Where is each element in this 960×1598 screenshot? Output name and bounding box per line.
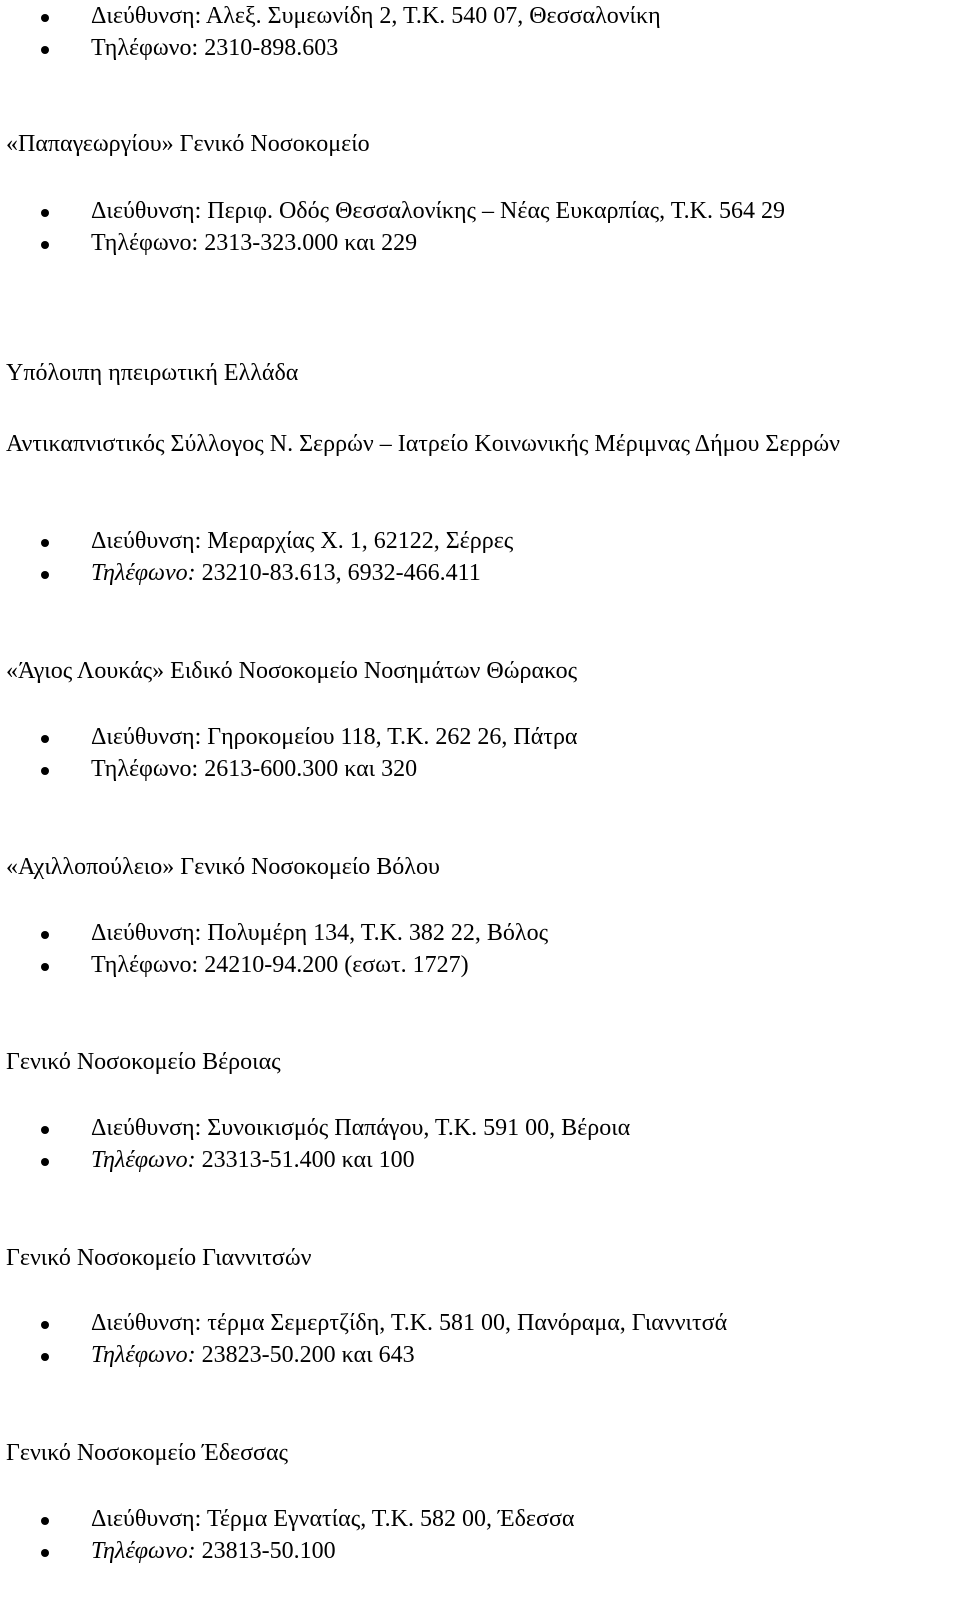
address-item <box>91 917 548 949</box>
phone-value: 23313-51.400 και 100 <box>195 1147 415 1173</box>
phone-value: 23813-50.100 <box>195 1538 336 1564</box>
phone-item <box>91 1144 415 1176</box>
address-value: Μεραρχίας Χ. 1, 62122, Σέρρες <box>201 528 514 554</box>
address-item <box>91 0 661 32</box>
phone-label: Τηλέφωνο: <box>91 560 196 586</box>
phone-item <box>91 949 469 981</box>
phone-value: 2313-323.000 και 229 <box>198 230 418 256</box>
hospital-heading: Αντικαπνιστικός Σύλλογος Ν. Σερρών – Ιατρείο Κοινωνικής Μέριμνας Δήμου Σερρών <box>6 431 841 457</box>
address-label: Διεύθυνση: <box>91 528 202 554</box>
phone-value: 24210-94.200 (εσωτ. 1727) <box>198 952 469 978</box>
phone-label: Τηλέφωνο: <box>91 756 199 782</box>
phone-item <box>91 32 338 64</box>
address-label: Διεύθυνση: <box>91 1115 202 1141</box>
region-heading: Υπόλοιπη ηπειρωτική Ελλάδα <box>6 360 299 386</box>
address-value: Τέρμα Εγνατίας, Τ.Κ. 582 00, Έδεσσα <box>201 1506 575 1532</box>
phone-item <box>91 1339 415 1371</box>
phone-item <box>91 753 417 785</box>
address-value: Συνοικισμός Παπάγου, Τ.Κ. 591 00, Βέροια <box>201 1115 631 1141</box>
hospital-heading: Γενικό Νοσοκομείο Γιαννιτσών <box>6 1245 312 1271</box>
address-value: Περιφ. Οδός Θεσσαλονίκης – Νέας Ευκαρπίας, Τ.Κ. 564 29 <box>201 198 785 224</box>
phone-label: Τηλέφωνο: <box>91 1342 196 1368</box>
address-label: Διεύθυνση: <box>91 198 202 224</box>
address-item <box>91 195 785 227</box>
phone-label: Τηλέφωνο: <box>91 1147 196 1173</box>
address-label: Διεύθυνση: <box>91 3 202 29</box>
address-value: Γηροκομείου 118, Τ.Κ. 262 26, Πάτρα <box>201 724 578 750</box>
address-item <box>91 1307 727 1339</box>
phone-value: 23823-50.200 και 643 <box>195 1342 415 1368</box>
phone-value: 23210-83.613, 6932-466.411 <box>195 560 481 586</box>
hospital-heading: Γενικό Νοσοκομείο Έδεσσας <box>6 1440 289 1466</box>
hospital-heading: «Αχιλλοπούλειο» Γενικό Νοσοκομείο Βόλου <box>6 854 440 880</box>
address-value: τέρμα Σεμερτζίδη, Τ.Κ. 581 00, Πανόραμα, Γιαννιτσά <box>201 1310 728 1336</box>
phone-label: Τηλέφωνο: <box>91 35 199 61</box>
address-item <box>91 525 513 557</box>
address-value: Αλεξ. Συμεωνίδη 2, Τ.Κ. 540 07, Θεσσαλονίκη <box>201 3 661 29</box>
hospital-heading: «Παπαγεωργίου» Γενικό Νοσοκομείο <box>6 131 370 157</box>
address-label: Διεύθυνση: <box>91 724 202 750</box>
address-label: Διεύθυνση: <box>91 920 202 946</box>
hospital-heading: Γενικό Νοσοκομείο Βέροιας <box>6 1049 281 1075</box>
address-label: Διεύθυνση: <box>91 1506 202 1532</box>
address-label: Διεύθυνση: <box>91 1310 202 1336</box>
address-item <box>91 1503 574 1535</box>
address-item <box>91 721 578 753</box>
phone-value: 2613-600.300 και 320 <box>198 756 418 782</box>
phone-label: Τηλέφωνο: <box>91 230 199 256</box>
address-value: Πολυμέρη 134, Τ.Κ. 382 22, Βόλος <box>201 920 549 946</box>
phone-item <box>91 1535 336 1567</box>
hospital-heading: «Άγιος Λουκάς» Ειδικό Νοσοκομείο Νοσημάτων Θώρακος <box>6 658 578 684</box>
phone-label: Τηλέφωνο: <box>91 952 199 978</box>
phone-label: Τηλέφωνο: <box>91 1538 196 1564</box>
address-item <box>91 1112 630 1144</box>
phone-value: 2310-898.603 <box>198 35 339 61</box>
phone-item <box>91 557 481 589</box>
phone-item <box>91 227 417 259</box>
